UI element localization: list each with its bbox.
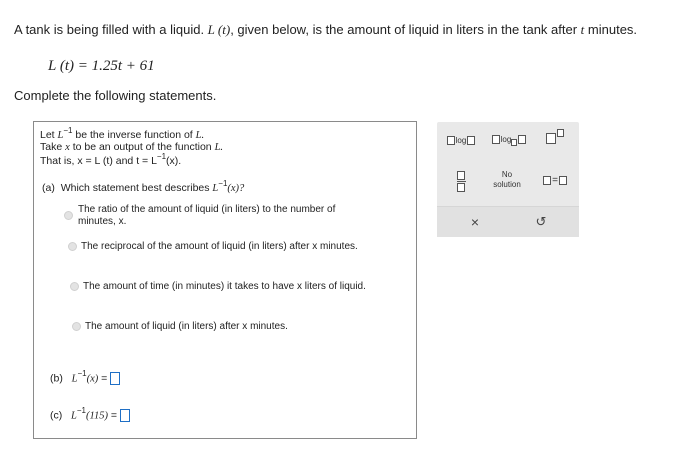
problem-statement xyxy=(14,22,637,38)
part-c: (c) $L^{-1}(115)$ = xyxy=(50,409,130,422)
radio-option-2[interactable] xyxy=(68,242,77,251)
box-icon xyxy=(518,135,526,144)
radio-option-3[interactable] xyxy=(70,282,79,291)
denominator-box-icon xyxy=(457,183,465,192)
box-icon xyxy=(559,176,567,185)
log-base-button[interactable]: log xyxy=(491,130,527,148)
intro-line-1: Let $L^{-1}$ be the inverse function of L. xyxy=(40,126,205,141)
undo-icon[interactable]: ↺ xyxy=(535,214,547,229)
instruction: Complete the following statements. xyxy=(14,88,217,103)
part-a-question: (a) Which statement best describes $L^{-1}(x)$? xyxy=(42,179,245,194)
action-bar xyxy=(437,206,579,237)
problem-text: A tank is being filled with a liquid. xyxy=(14,22,208,37)
box-icon xyxy=(543,176,551,185)
option-time[interactable]: The amount of time (in minutes) it takes to have x liters of liquid. xyxy=(70,281,410,295)
radio-option-1[interactable] xyxy=(64,211,73,220)
math-toolbar xyxy=(437,122,579,237)
problem-text-2: , given below, is the amount of liquid in liters in the tank after xyxy=(230,22,581,37)
intro-line-2: Take x to be an output of the function L. xyxy=(40,141,224,153)
clear-icon[interactable]: × xyxy=(470,214,480,230)
box-icon xyxy=(467,136,475,145)
option-reciprocal[interactable]: The reciprocal of the amount of liquid (in liters) after x minutes. xyxy=(68,241,408,255)
base-box-icon xyxy=(546,133,556,144)
exponent-box-icon xyxy=(557,129,564,137)
intro-line-3: That is, x = L (t) and $t = L^{-1}(x)$. xyxy=(40,152,182,167)
variable-t: t xyxy=(580,22,585,37)
radio-option-4[interactable] xyxy=(72,322,81,331)
fraction-button[interactable] xyxy=(451,168,471,194)
box-icon xyxy=(492,135,500,144)
function-name: L (t) xyxy=(207,22,231,37)
function-formula: L (t) = 1.25t + 61 xyxy=(48,58,155,74)
no-solution-button[interactable]: No solution xyxy=(493,170,521,189)
equation-button[interactable]: = xyxy=(539,172,571,188)
subscript-box-icon xyxy=(511,139,517,146)
problem-text-3: minutes. xyxy=(584,22,638,37)
option-ratio[interactable]: The ratio of the amount of liquid (in liters) to the number of minutes, x. xyxy=(64,204,404,230)
part-b: (b) $L^{-1}(x)$ = xyxy=(50,372,120,385)
exponent-button[interactable] xyxy=(543,128,567,148)
numerator-box-icon xyxy=(457,171,465,180)
option-amount[interactable]: The amount of liquid (in liters) after x minutes. xyxy=(72,321,412,335)
question-box xyxy=(33,121,417,439)
answer-input-b[interactable] xyxy=(110,372,120,385)
answer-input-c[interactable] xyxy=(120,409,130,422)
fraction-bar-icon xyxy=(457,181,466,182)
log-button[interactable]: log xyxy=(445,132,477,148)
box-icon xyxy=(447,136,455,145)
